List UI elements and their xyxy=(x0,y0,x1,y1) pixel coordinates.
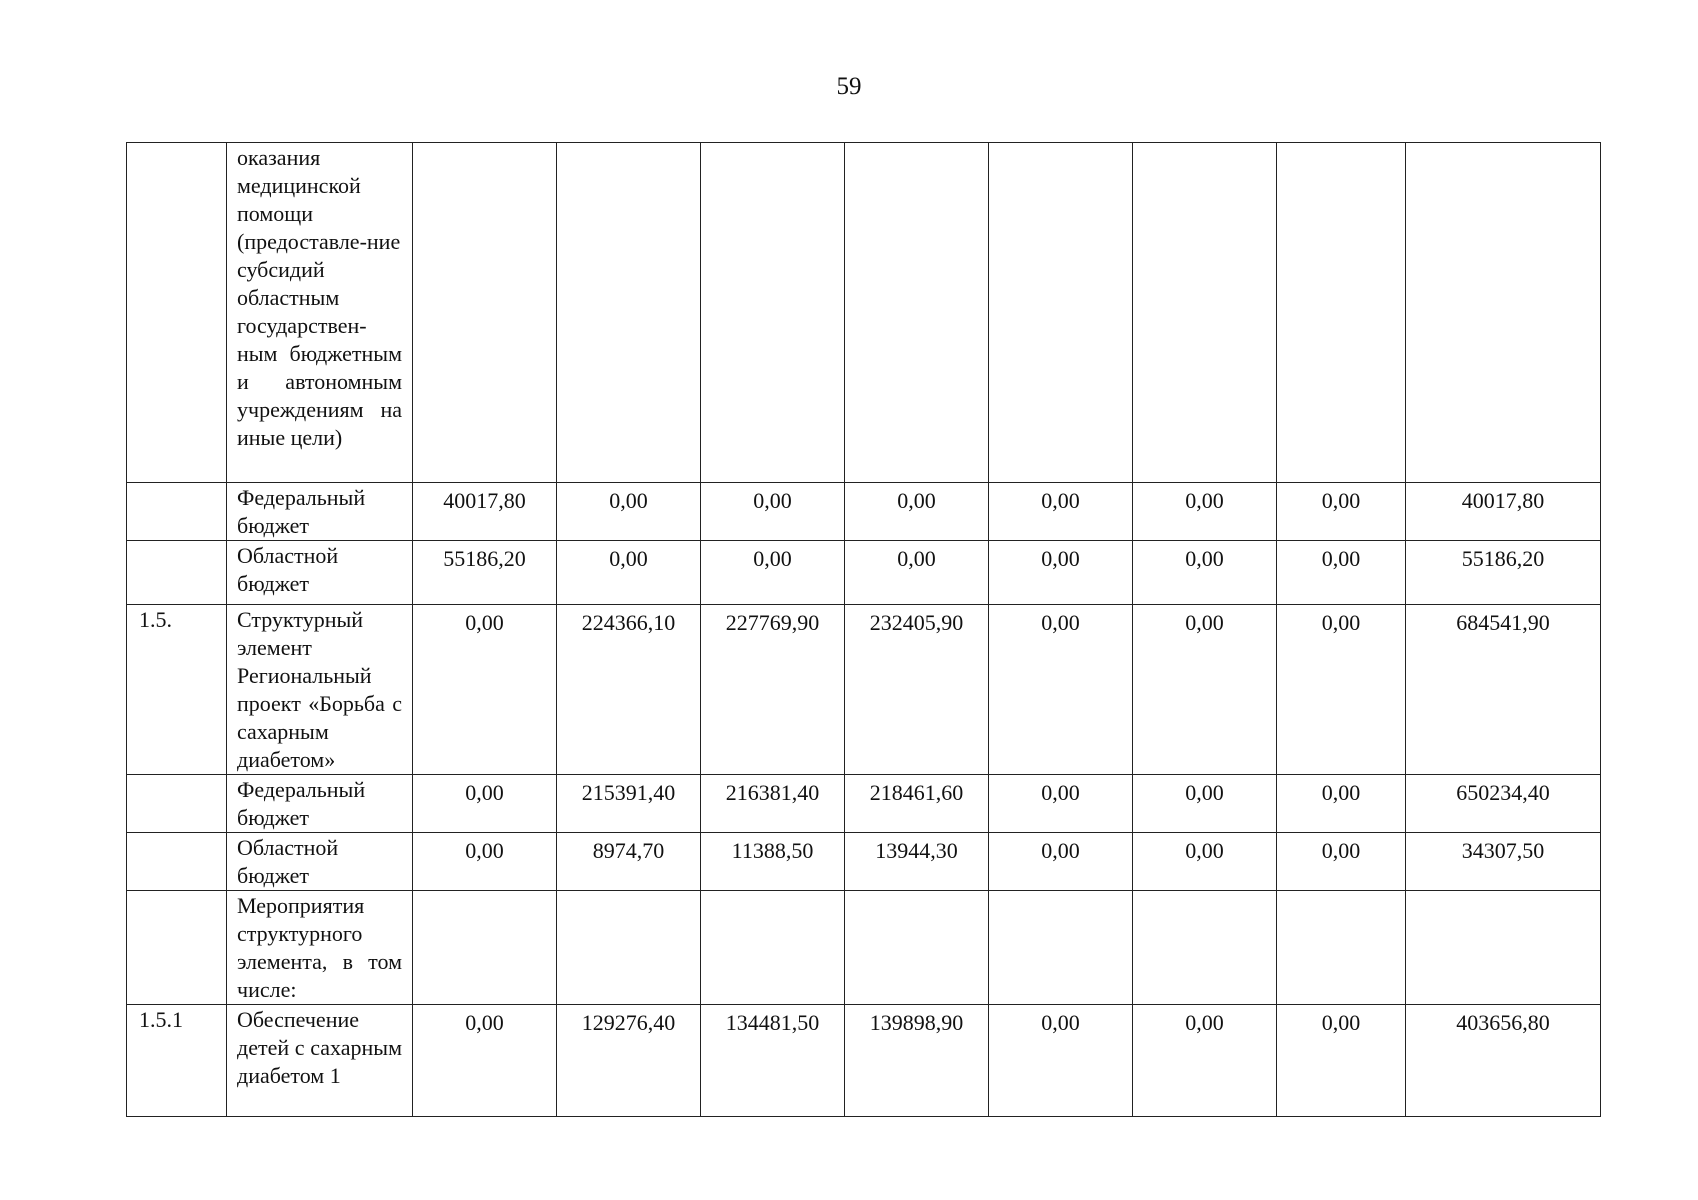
row-code-cell xyxy=(127,541,227,605)
value-cell: 218461,60 xyxy=(845,775,989,833)
value-cell: 0,00 xyxy=(1277,541,1406,605)
row-name-cell: Обеспечение детей с сахарным диабетом 1 xyxy=(227,1005,413,1117)
value-cell: 55186,20 xyxy=(413,541,557,605)
value-cell: 650234,40 xyxy=(1406,775,1601,833)
value-cell xyxy=(845,891,989,1005)
value-cell: 8974,70 xyxy=(557,833,701,891)
table-row xyxy=(127,541,1601,605)
row-name-cell: Мероприятия структурного элемента, в том числе: xyxy=(227,891,413,1005)
value-cell: 0,00 xyxy=(413,775,557,833)
value-cell: 0,00 xyxy=(1277,833,1406,891)
value-cell: 684541,90 xyxy=(1406,605,1601,775)
row-code-cell xyxy=(127,143,227,483)
value-cell: 224366,10 xyxy=(557,605,701,775)
table-row xyxy=(127,1005,1601,1117)
value-cell: 139898,90 xyxy=(845,1005,989,1117)
table-row xyxy=(127,775,1601,833)
value-cell: 0,00 xyxy=(1277,1005,1406,1117)
value-cell: 13944,30 xyxy=(845,833,989,891)
value-cell: 134481,50 xyxy=(701,1005,845,1117)
value-cell xyxy=(845,143,989,483)
value-cell: 0,00 xyxy=(413,1005,557,1117)
value-cell: 0,00 xyxy=(1133,605,1277,775)
value-cell: 0,00 xyxy=(845,541,989,605)
row-code-cell: 1.5.1 xyxy=(127,1005,227,1117)
value-cell: 0,00 xyxy=(1133,775,1277,833)
value-cell: 0,00 xyxy=(989,775,1133,833)
value-cell xyxy=(557,891,701,1005)
value-cell xyxy=(1406,143,1601,483)
value-cell: 34307,50 xyxy=(1406,833,1601,891)
row-name-cell: Федеральный бюджет xyxy=(227,483,413,541)
page-number: 59 xyxy=(836,73,862,100)
value-cell: 215391,40 xyxy=(557,775,701,833)
value-cell: 0,00 xyxy=(1277,483,1406,541)
value-cell: 227769,90 xyxy=(701,605,845,775)
value-cell xyxy=(1406,891,1601,1005)
value-cell: 216381,40 xyxy=(701,775,845,833)
table-row xyxy=(127,891,1601,1005)
row-name-cell: Структурный элемент Региональный проект «Борьба с сахарным диабетом» xyxy=(227,605,413,775)
value-cell: 0,00 xyxy=(557,483,701,541)
value-cell: 0,00 xyxy=(989,483,1133,541)
row-code-cell xyxy=(127,775,227,833)
row-name-cell: оказания медицинской помощи (предоставле-ние субсидий областным государствен-ным бюджетным и автономным учреждениям на иные цели) xyxy=(227,143,413,483)
value-cell xyxy=(1133,891,1277,1005)
value-cell xyxy=(1277,891,1406,1005)
row-name-cell: Областной бюджет xyxy=(227,833,413,891)
table-row xyxy=(127,605,1601,775)
value-cell: 0,00 xyxy=(1277,605,1406,775)
table-row xyxy=(127,143,1601,483)
value-cell xyxy=(701,891,845,1005)
value-cell: 0,00 xyxy=(989,605,1133,775)
value-cell: 0,00 xyxy=(845,483,989,541)
value-cell: 55186,20 xyxy=(1406,541,1601,605)
value-cell: 0,00 xyxy=(1133,833,1277,891)
row-code-cell xyxy=(127,833,227,891)
value-cell xyxy=(557,143,701,483)
value-cell xyxy=(989,891,1133,1005)
row-name-cell: Федеральный бюджет xyxy=(227,775,413,833)
value-cell: 40017,80 xyxy=(413,483,557,541)
value-cell: 0,00 xyxy=(1133,1005,1277,1117)
table-body xyxy=(127,143,1601,1117)
value-cell: 0,00 xyxy=(989,541,1133,605)
value-cell: 232405,90 xyxy=(845,605,989,775)
value-cell: 0,00 xyxy=(989,833,1133,891)
row-code-cell xyxy=(127,891,227,1005)
value-cell: 11388,50 xyxy=(701,833,845,891)
table-row xyxy=(127,483,1601,541)
value-cell: 40017,80 xyxy=(1406,483,1601,541)
value-cell xyxy=(413,891,557,1005)
row-code-cell xyxy=(127,483,227,541)
table-row xyxy=(127,833,1601,891)
value-cell xyxy=(413,143,557,483)
value-cell xyxy=(701,143,845,483)
value-cell: 403656,80 xyxy=(1406,1005,1601,1117)
budget-table xyxy=(126,142,1601,1117)
value-cell: 129276,40 xyxy=(557,1005,701,1117)
value-cell: 0,00 xyxy=(1133,541,1277,605)
row-code-cell: 1.5. xyxy=(127,605,227,775)
value-cell: 0,00 xyxy=(413,605,557,775)
value-cell: 0,00 xyxy=(989,1005,1133,1117)
row-name-cell: Областной бюджет xyxy=(227,541,413,605)
value-cell xyxy=(1133,143,1277,483)
value-cell xyxy=(1277,143,1406,483)
value-cell: 0,00 xyxy=(1133,483,1277,541)
value-cell: 0,00 xyxy=(1277,775,1406,833)
value-cell: 0,00 xyxy=(413,833,557,891)
value-cell: 0,00 xyxy=(557,541,701,605)
value-cell: 0,00 xyxy=(701,541,845,605)
value-cell: 0,00 xyxy=(701,483,845,541)
value-cell xyxy=(989,143,1133,483)
